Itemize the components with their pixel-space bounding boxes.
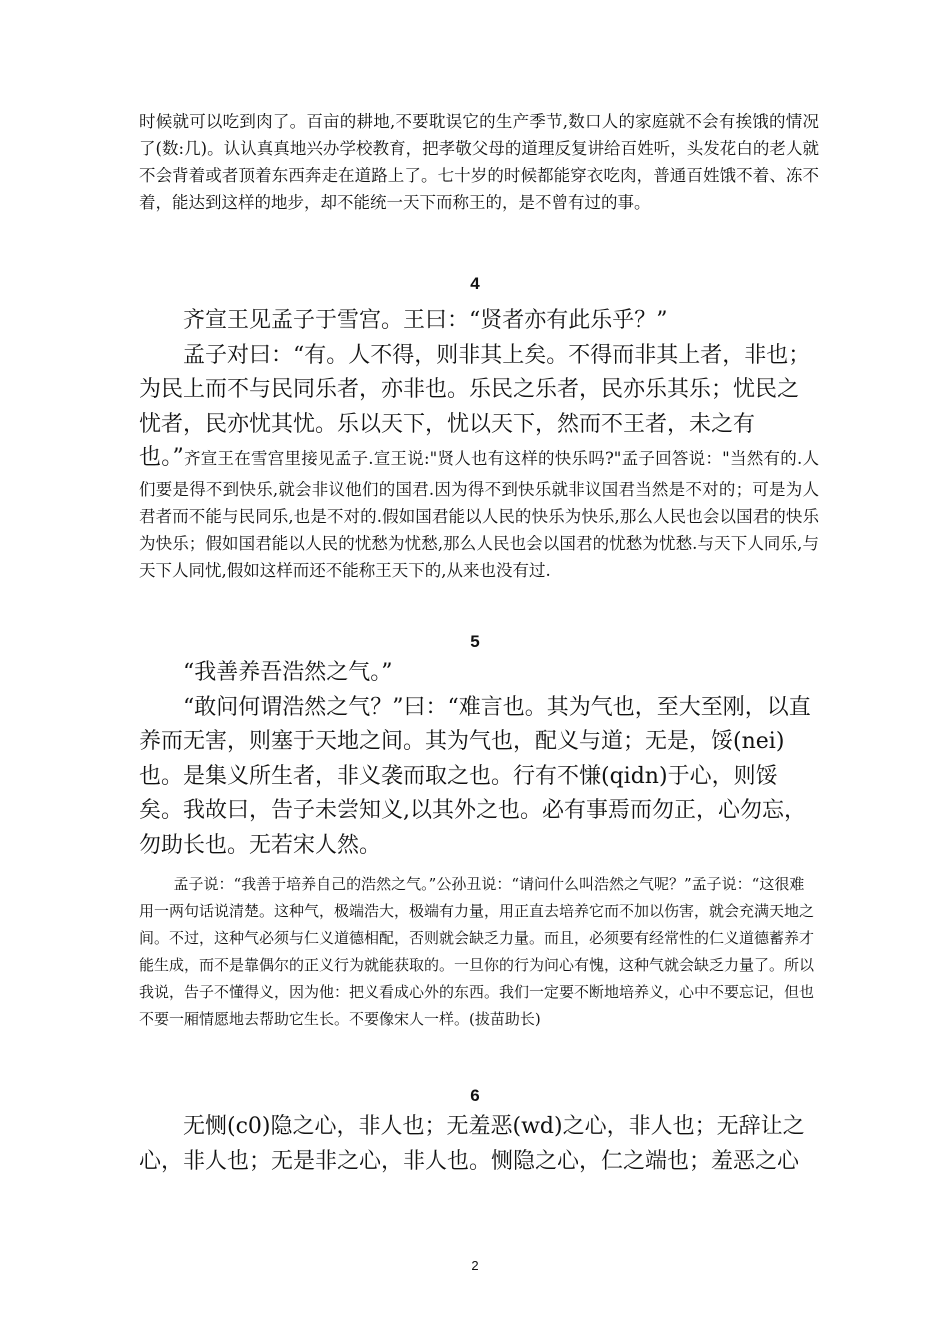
- section-4-line2-end: 也。”: [139, 445, 184, 470]
- section-number-4: 4: [470, 274, 480, 293]
- section-number-5: 5: [470, 632, 480, 651]
- section-6-body: [139, 1110, 819, 1179]
- section-4: [139, 304, 819, 584]
- intro-paragraph: [139, 108, 819, 216]
- section-4-translation: 齐宣王在雪宫里接见孟子.宣王说:"贤人也有这样的快乐吗?"孟子回答说："当然有的.人们要是得不到快乐,就会非议他们的国君.因为得不到快乐就非议国君当然是不对的；可是为人君者而不能与民同乐,也是不对的.假如国君能以人民的快乐为快乐,那么人民也会以国君的快乐为快乐；假如国君能以人民的忧愁为忧愁,那么人民也会以国君的忧愁为忧愁.与天下人同乐,与天下人同忧,假如这样而还不能称王天下的,从来也没有过.: [139, 449, 820, 580]
- section-4-line1: 齐宣王见孟子于雪宫。王曰：“贤者亦有此乐乎？”: [183, 308, 668, 333]
- section-5-line2: “敢问何谓浩然之气？”曰：“难言也。其为气也，至大至刚，以直养而无害，则塞于天地之间。其为气也，配义与道；无是，馁: [139, 694, 811, 754]
- section-6-part2: 隐之心，非人也；无羞恶: [270, 1114, 513, 1139]
- section-4-line2: 孟子对曰：“有。人不得，则非其上矣。不得而非其上者，非也；为民上而不与民同乐者，亦非也。乐民之乐者，民亦乐其乐；忧民之忧者，民亦忧其忧。乐以天下，忧以天下，然而不王者，未之有: [139, 342, 811, 437]
- section-5: [139, 656, 819, 1033]
- page-number: 2: [471, 1258, 479, 1273]
- section-6-pinyin2: (wd): [512, 1114, 563, 1139]
- section-5-pinyin2: (qidn): [601, 763, 668, 789]
- section-5-pinyin1: (nei): [733, 729, 785, 754]
- section-6: [139, 1110, 819, 1179]
- section-number-6: 6: [470, 1086, 480, 1105]
- section-5-line3: 也。是集义所生者，非义袭而取之也。行有不慊: [139, 763, 602, 789]
- section-6-pinyin1: (c0): [227, 1114, 271, 1139]
- section-6-part3: 之心，非人也；无辞让之心，非人也；无是非之心，非人也。恻隐之心，仁之端也；羞恶之心: [139, 1114, 805, 1174]
- section-5-body: [139, 691, 819, 864]
- intro-translation: 时候就可以吃到肉了。百亩的耕地,不要耽误它的生产季节,数口人的家庭就不会有挨饿的情况了(数:几)。认认真真地兴办学校教育，把孝敬父母的道理反复讲给百姓听，头发花白的老人就不会背着或者顶着东西奔走在道路上了。七十岁的时候都能穿衣吃肉，普通百姓饿不着、冻不着，能达到这样的地步，却不能统一天下而称王的，是不曾有过的事。: [139, 112, 819, 212]
- section-5-translation: 孟子说：“我善于培养自己的浩然之气。”公孙丑说：“请问什么叫浩然之气呢？”孟子说：“这很难用一两句话说清楚。这种气，极端浩大，极端有力量，用正直去培养它而不加以伤害，就会充满天地之间。不过，这种气必须与仁义道德相配，否则就会缺乏力量。而且，必须要有经常性的仁义道德蓄养才能生成，而不是靠偶尔的正义行为就能获取的。一旦你的行为问心有愧，这种气就会缺乏力量了。所以我说，告子不懂得义，因为他：把义看成心外的东西。我们一定要不断地培养义，心中不要忘记，但也不要一厢情愿地去帮助它生长。不要像宋人一样。(拔苗助长): [139, 875, 815, 1028]
- section-5-line1: “我善养吾浩然之气。”: [183, 660, 393, 685]
- section-6-part1: 无恻: [183, 1114, 228, 1139]
- section-5-line4: 于心，则馁矣。我故曰，告子未尝知义,以其外之也。必有事焉而勿正，心勿忘，勿助长也。无若宋人然。: [139, 763, 806, 858]
- section-4-translation-block: [139, 441, 819, 584]
